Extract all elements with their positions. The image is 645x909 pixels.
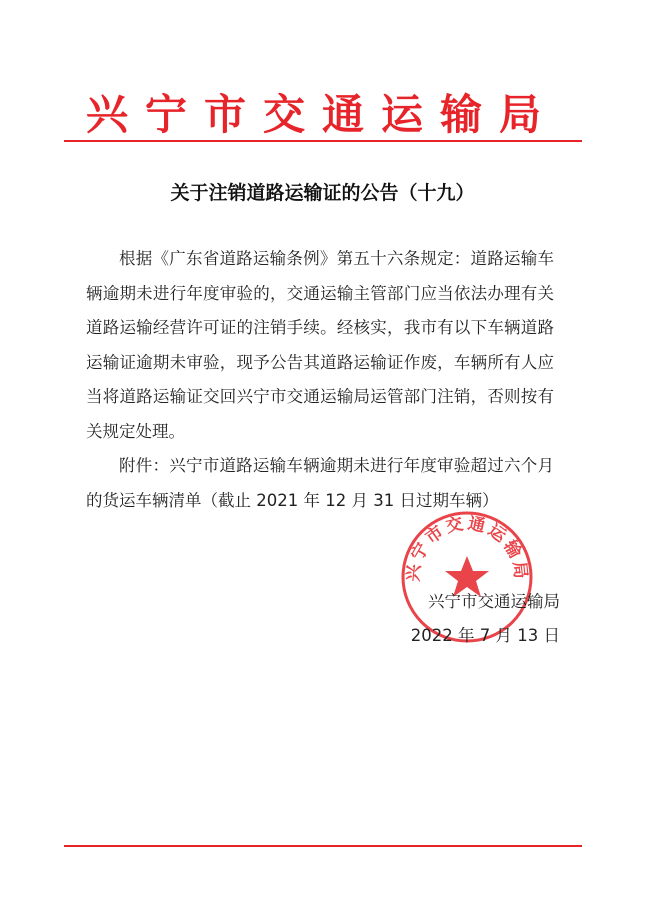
- attachment-paragraph: 附件：兴宁市道路运输车辆逾期未进行年度审验超过六个月的货运车辆清单（截止 2021 年 12 月 31 日过期车辆）: [86, 456, 554, 510]
- signature-date: 2022 年 7 月 13 日: [410, 626, 560, 645]
- document-title: 关于注销道路运输证的公告（十九）: [170, 182, 475, 204]
- signature-block: [400, 585, 560, 653]
- header-org-name: 兴宁市交通运输局: [86, 90, 559, 139]
- signature-org: 兴宁市交通运输局: [428, 592, 560, 611]
- seal-text: 兴宁市交通运输局: [403, 513, 531, 583]
- footer-red-rule: [64, 845, 582, 847]
- body-paragraph-1: 根据《广东省道路运输条例》第五十六条规定：道路运输车辆逾期未进行年度审验的，交通运输主管部门应当依法办理有关道路运输经营许可证的注销手续。经核实，我市有以下车辆道路运输证逾期未审验，现予公告其道路运输证作废，车辆所有人应当将道路运输证交回兴宁市交通运输局运管部门注销，否则按有关规定处理。: [86, 249, 554, 441]
- document-body: [86, 242, 554, 518]
- header-red-rule: [64, 140, 582, 142]
